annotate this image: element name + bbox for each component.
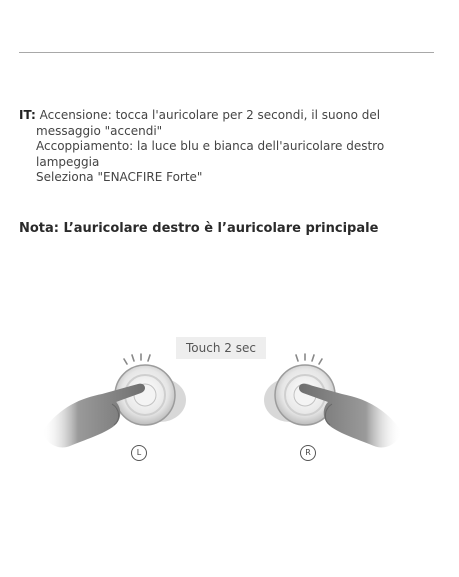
instruction-line-3: Accoppiamento: la luce blu e bianca dell'auricolare destro <box>36 139 385 153</box>
italian-instructions <box>19 108 439 186</box>
left-earbud-marker: L <box>131 445 147 461</box>
right-earbud-marker: R <box>300 445 316 461</box>
instruction-line-2: messaggio "accendi" <box>36 123 163 138</box>
power-on-text: Accensione: tocca l'auricolare per 2 secondi, il suono del <box>39 108 381 122</box>
main-earbud-note: Nota: L’auricolare destro è l’auricolare principale <box>19 221 379 236</box>
touch-duration-label: Touch 2 sec <box>186 341 256 355</box>
instruction-line-5: Seleziona "ENACFIRE Forte" <box>36 170 203 184</box>
top-divider <box>19 52 434 53</box>
right-touch-wave-icon <box>296 354 322 364</box>
language-code: IT: <box>19 108 36 122</box>
instruction-line-1 <box>19 108 439 124</box>
left-touch-wave-icon <box>124 354 150 364</box>
instruction-line-4: lampeggia <box>36 154 100 169</box>
